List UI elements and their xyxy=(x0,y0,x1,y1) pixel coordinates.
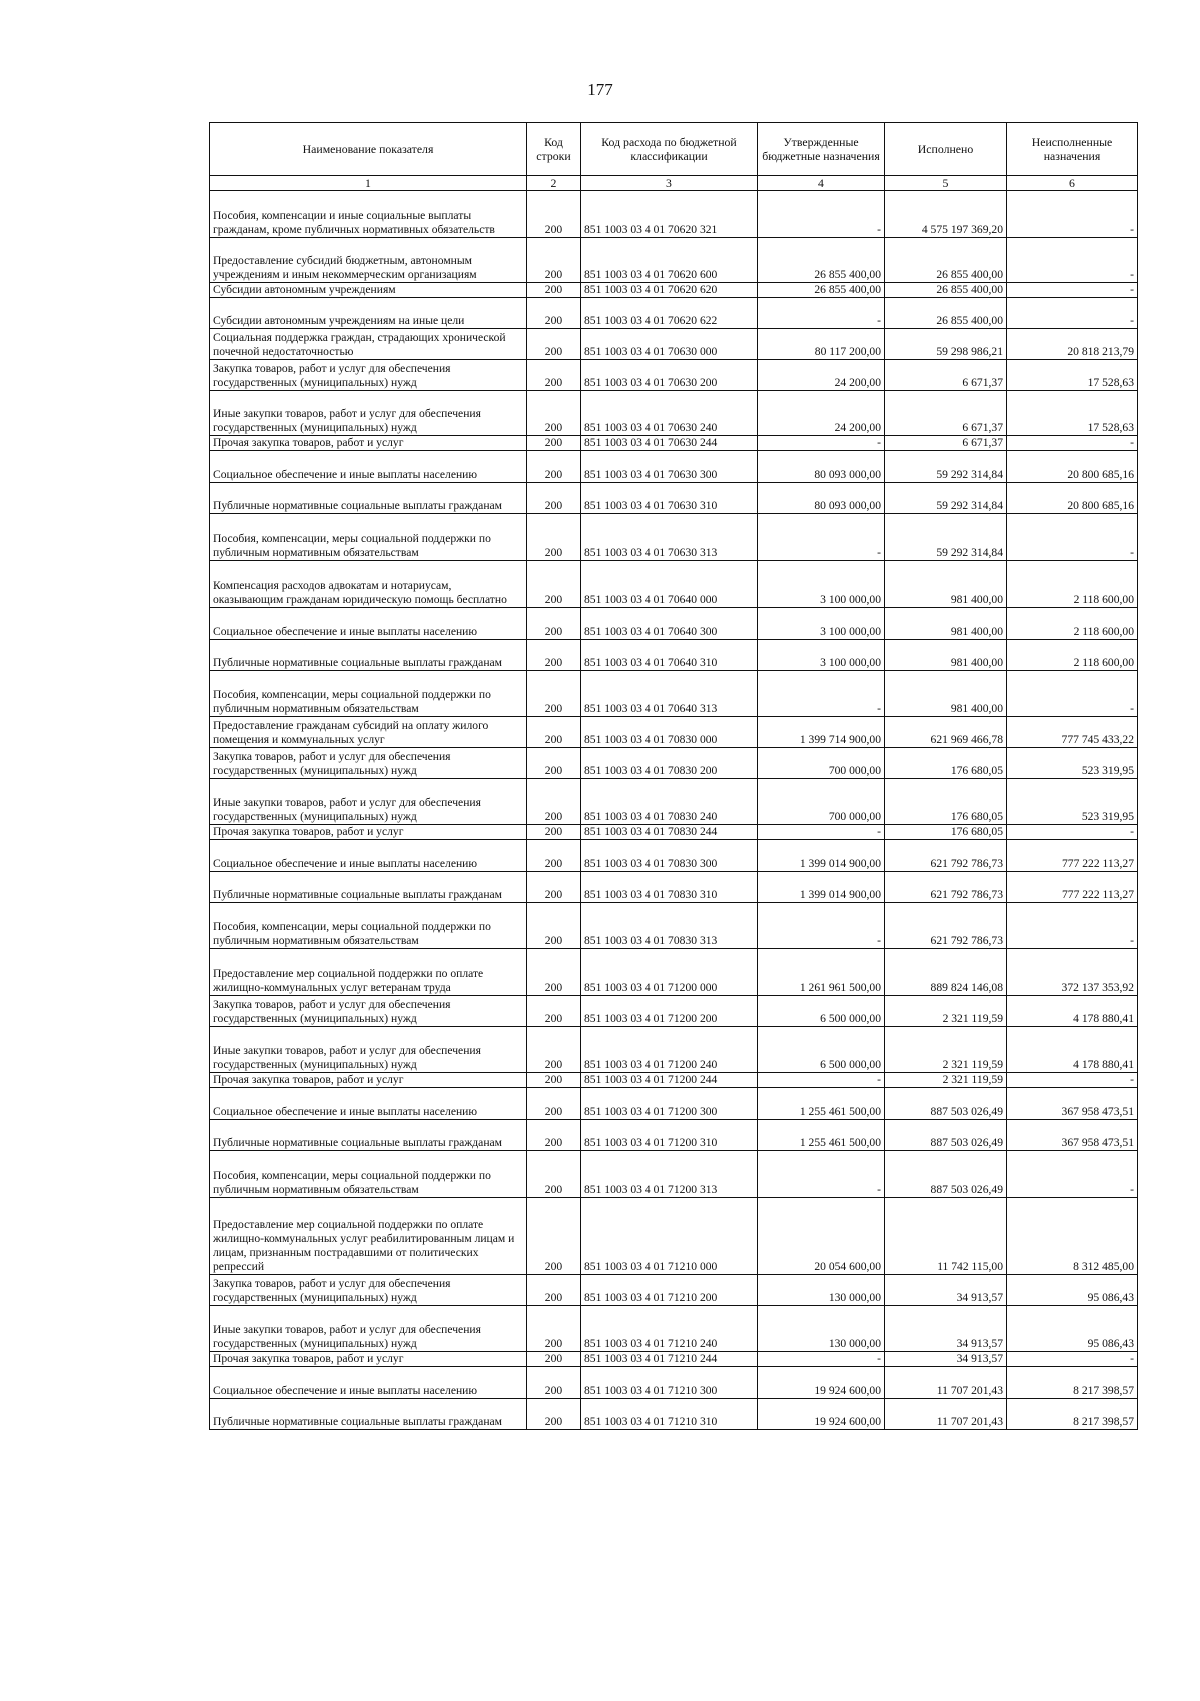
row-unexecuted: 8 217 398,57 xyxy=(1007,1399,1138,1430)
row-executed: 6 671,37 xyxy=(885,391,1007,436)
row-unexecuted: - xyxy=(1007,238,1138,283)
row-unexecuted: 17 528,63 xyxy=(1007,360,1138,391)
row-line-code: 200 xyxy=(527,436,581,451)
row-unexecuted: 777 222 113,27 xyxy=(1007,840,1138,872)
row-name: Прочая закупка товаров, работ и услуг xyxy=(210,436,527,451)
row-kbk: 851 1003 03 4 01 70640 313 xyxy=(581,671,758,717)
table-row xyxy=(210,779,1138,825)
row-executed: 621 792 786,73 xyxy=(885,872,1007,903)
row-name: Публичные нормативные социальные выплаты гражданам xyxy=(210,1120,527,1151)
row-kbk: 851 1003 03 4 01 71200 313 xyxy=(581,1151,758,1198)
row-name: Социальное обеспечение и иные выплаты населению xyxy=(210,451,527,483)
row-unexecuted: 777 745 433,22 xyxy=(1007,717,1138,748)
row-approved: - xyxy=(758,191,885,238)
row-executed: 26 855 400,00 xyxy=(885,238,1007,283)
row-kbk: 851 1003 03 4 01 71200 244 xyxy=(581,1073,758,1088)
table-row xyxy=(210,748,1138,779)
row-kbk: 851 1003 03 4 01 70830 240 xyxy=(581,779,758,825)
table-row xyxy=(210,360,1138,391)
row-approved: 700 000,00 xyxy=(758,748,885,779)
row-line-code: 200 xyxy=(527,360,581,391)
row-unexecuted: - xyxy=(1007,825,1138,840)
row-line-code: 200 xyxy=(527,1367,581,1399)
row-unexecuted: 95 086,43 xyxy=(1007,1306,1138,1352)
row-line-code: 200 xyxy=(527,283,581,298)
row-kbk: 851 1003 03 4 01 70830 313 xyxy=(581,903,758,949)
row-approved: 3 100 000,00 xyxy=(758,640,885,671)
row-line-code: 200 xyxy=(527,872,581,903)
row-executed: 34 913,57 xyxy=(885,1275,1007,1306)
row-approved: - xyxy=(758,514,885,561)
row-name: Закупка товаров, работ и услуг для обеспечения государственных (муниципальных) нужд xyxy=(210,748,527,779)
col-num-2: 2 xyxy=(527,176,581,191)
header-row xyxy=(210,123,1138,176)
row-kbk: 851 1003 03 4 01 71210 310 xyxy=(581,1399,758,1430)
row-approved: 3 100 000,00 xyxy=(758,608,885,640)
row-kbk: 851 1003 03 4 01 70620 321 xyxy=(581,191,758,238)
row-name: Иные закупки товаров, работ и услуг для обеспечения государственных (муниципальных) нужд xyxy=(210,1306,527,1352)
row-kbk: 851 1003 03 4 01 70830 310 xyxy=(581,872,758,903)
table-row xyxy=(210,191,1138,238)
row-executed: 59 292 314,84 xyxy=(885,483,1007,514)
row-approved: - xyxy=(758,1352,885,1367)
row-unexecuted: 367 958 473,51 xyxy=(1007,1120,1138,1151)
table-row xyxy=(210,561,1138,608)
col-header-executed: Исполнено xyxy=(885,123,1007,176)
table-row xyxy=(210,1198,1138,1275)
row-kbk: 851 1003 03 4 01 70630 000 xyxy=(581,329,758,360)
row-unexecuted: 4 178 880,41 xyxy=(1007,996,1138,1027)
row-approved: 1 255 461 500,00 xyxy=(758,1088,885,1120)
col-header-unexecuted: Неисполненные назначения xyxy=(1007,123,1138,176)
row-line-code: 200 xyxy=(527,608,581,640)
row-kbk: 851 1003 03 4 01 71210 200 xyxy=(581,1275,758,1306)
row-line-code: 200 xyxy=(527,561,581,608)
row-name: Прочая закупка товаров, работ и услуг xyxy=(210,1073,527,1088)
row-executed: 176 680,05 xyxy=(885,748,1007,779)
row-unexecuted: - xyxy=(1007,1151,1138,1198)
row-kbk: 851 1003 03 4 01 71200 300 xyxy=(581,1088,758,1120)
row-kbk: 851 1003 03 4 01 70630 200 xyxy=(581,360,758,391)
row-approved: - xyxy=(758,1151,885,1198)
table-row xyxy=(210,391,1138,436)
row-name: Социальное обеспечение и иные выплаты населению xyxy=(210,1367,527,1399)
row-name: Иные закупки товаров, работ и услуг для обеспечения государственных (муниципальных) нужд xyxy=(210,391,527,436)
row-kbk: 851 1003 03 4 01 71200 310 xyxy=(581,1120,758,1151)
table-row xyxy=(210,717,1138,748)
row-line-code: 200 xyxy=(527,949,581,996)
row-kbk: 851 1003 03 4 01 70630 300 xyxy=(581,451,758,483)
row-name: Компенсация расходов адвокатам и нотариусам, оказывающим гражданам юридическую помощь бесплатно xyxy=(210,561,527,608)
row-line-code: 200 xyxy=(527,1399,581,1430)
row-approved: 26 855 400,00 xyxy=(758,238,885,283)
col-header-kbk: Код расхода по бюджетной классификации xyxy=(581,123,758,176)
row-line-code: 200 xyxy=(527,748,581,779)
row-name: Публичные нормативные социальные выплаты гражданам xyxy=(210,1399,527,1430)
budget-table xyxy=(209,122,1138,1430)
row-kbk: 851 1003 03 4 01 70830 000 xyxy=(581,717,758,748)
row-executed: 26 855 400,00 xyxy=(885,283,1007,298)
row-approved: - xyxy=(758,1073,885,1088)
row-kbk: 851 1003 03 4 01 71200 240 xyxy=(581,1027,758,1073)
row-unexecuted: 4 178 880,41 xyxy=(1007,1027,1138,1073)
table-row xyxy=(210,1306,1138,1352)
row-line-code: 200 xyxy=(527,717,581,748)
table-row xyxy=(210,1027,1138,1073)
table-row xyxy=(210,1367,1138,1399)
row-unexecuted: 523 319,95 xyxy=(1007,779,1138,825)
row-executed: 981 400,00 xyxy=(885,671,1007,717)
table-row xyxy=(210,671,1138,717)
table-body xyxy=(210,191,1138,1430)
row-approved: 80 093 000,00 xyxy=(758,483,885,514)
row-kbk: 851 1003 03 4 01 71200 200 xyxy=(581,996,758,1027)
row-kbk: 851 1003 03 4 01 70620 600 xyxy=(581,238,758,283)
row-unexecuted: - xyxy=(1007,1352,1138,1367)
row-kbk: 851 1003 03 4 01 71200 000 xyxy=(581,949,758,996)
row-approved: 130 000,00 xyxy=(758,1306,885,1352)
col-num-1: 1 xyxy=(210,176,527,191)
row-name: Публичные нормативные социальные выплаты гражданам xyxy=(210,483,527,514)
table-row xyxy=(210,840,1138,872)
row-kbk: 851 1003 03 4 01 70630 244 xyxy=(581,436,758,451)
table-row xyxy=(210,514,1138,561)
row-executed: 621 792 786,73 xyxy=(885,840,1007,872)
row-approved: - xyxy=(758,825,885,840)
row-unexecuted: 523 319,95 xyxy=(1007,748,1138,779)
row-name: Пособия, компенсации, меры социальной поддержки по публичным нормативным обязательствам xyxy=(210,903,527,949)
col-num-6: 6 xyxy=(1007,176,1138,191)
row-executed: 887 503 026,49 xyxy=(885,1088,1007,1120)
row-executed: 981 400,00 xyxy=(885,608,1007,640)
row-name: Прочая закупка товаров, работ и услуг xyxy=(210,825,527,840)
table-row xyxy=(210,483,1138,514)
row-name: Пособия, компенсации, меры социальной поддержки по публичным нормативным обязательствам xyxy=(210,1151,527,1198)
row-executed: 4 575 197 369,20 xyxy=(885,191,1007,238)
row-name: Закупка товаров, работ и услуг для обеспечения государственных (муниципальных) нужд xyxy=(210,996,527,1027)
row-name: Субсидии автономным учреждениям на иные цели xyxy=(210,298,527,329)
row-line-code: 200 xyxy=(527,779,581,825)
row-line-code: 200 xyxy=(527,1088,581,1120)
row-kbk: 851 1003 03 4 01 70830 300 xyxy=(581,840,758,872)
row-kbk: 851 1003 03 4 01 70630 313 xyxy=(581,514,758,561)
row-name: Предоставление мер социальной поддержки по оплате жилищно-коммунальных услуг ветеранам труда xyxy=(210,949,527,996)
column-number-row xyxy=(210,176,1138,191)
row-line-code: 200 xyxy=(527,640,581,671)
page-number: 177 xyxy=(587,80,613,99)
row-name: Иные закупки товаров, работ и услуг для обеспечения государственных (муниципальных) нужд xyxy=(210,1027,527,1073)
row-executed: 621 792 786,73 xyxy=(885,903,1007,949)
row-unexecuted: 367 958 473,51 xyxy=(1007,1088,1138,1120)
table-row xyxy=(210,451,1138,483)
row-unexecuted: 2 118 600,00 xyxy=(1007,561,1138,608)
row-approved: - xyxy=(758,671,885,717)
row-line-code: 200 xyxy=(527,825,581,840)
table-row xyxy=(210,949,1138,996)
row-executed: 981 400,00 xyxy=(885,561,1007,608)
row-line-code: 200 xyxy=(527,903,581,949)
row-name: Социальная поддержка граждан, страдающих хронической почечной недостаточностью xyxy=(210,329,527,360)
row-kbk: 851 1003 03 4 01 71210 000 xyxy=(581,1198,758,1275)
row-approved: 19 924 600,00 xyxy=(758,1399,885,1430)
row-kbk: 851 1003 03 4 01 70830 244 xyxy=(581,825,758,840)
row-line-code: 200 xyxy=(527,329,581,360)
row-approved: 1 255 461 500,00 xyxy=(758,1120,885,1151)
row-name: Социальное обеспечение и иные выплаты населению xyxy=(210,1088,527,1120)
row-unexecuted: - xyxy=(1007,1073,1138,1088)
col-num-5: 5 xyxy=(885,176,1007,191)
row-kbk: 851 1003 03 4 01 71210 244 xyxy=(581,1352,758,1367)
row-executed: 11 707 201,43 xyxy=(885,1399,1007,1430)
row-approved: 1 399 014 900,00 xyxy=(758,872,885,903)
row-kbk: 851 1003 03 4 01 70640 000 xyxy=(581,561,758,608)
table-row xyxy=(210,640,1138,671)
row-unexecuted: - xyxy=(1007,671,1138,717)
row-approved: - xyxy=(758,436,885,451)
row-executed: 34 913,57 xyxy=(885,1306,1007,1352)
row-kbk: 851 1003 03 4 01 70620 622 xyxy=(581,298,758,329)
row-approved: 19 924 600,00 xyxy=(758,1367,885,1399)
table-row xyxy=(210,1352,1138,1367)
row-kbk: 851 1003 03 4 01 70640 310 xyxy=(581,640,758,671)
row-executed: 59 298 986,21 xyxy=(885,329,1007,360)
row-line-code: 200 xyxy=(527,1352,581,1367)
row-executed: 6 671,37 xyxy=(885,436,1007,451)
row-line-code: 200 xyxy=(527,1120,581,1151)
col-header-line-code: Код строки xyxy=(527,123,581,176)
row-approved: 130 000,00 xyxy=(758,1275,885,1306)
row-unexecuted: - xyxy=(1007,191,1138,238)
row-name: Предоставление субсидий бюджетным, автономным учреждениям и иным некоммерческим организациям xyxy=(210,238,527,283)
table-row xyxy=(210,872,1138,903)
table-row xyxy=(210,238,1138,283)
col-num-4: 4 xyxy=(758,176,885,191)
row-executed: 887 503 026,49 xyxy=(885,1151,1007,1198)
row-line-code: 200 xyxy=(527,1027,581,1073)
row-name: Пособия, компенсации, меры социальной поддержки по публичным нормативным обязательствам xyxy=(210,514,527,561)
row-unexecuted: 20 800 685,16 xyxy=(1007,451,1138,483)
table-row xyxy=(210,996,1138,1027)
row-approved: 80 117 200,00 xyxy=(758,329,885,360)
table-row xyxy=(210,825,1138,840)
row-unexecuted: 20 818 213,79 xyxy=(1007,329,1138,360)
row-approved: 6 500 000,00 xyxy=(758,996,885,1027)
row-executed: 981 400,00 xyxy=(885,640,1007,671)
row-kbk: 851 1003 03 4 01 70630 240 xyxy=(581,391,758,436)
row-approved: 20 054 600,00 xyxy=(758,1198,885,1275)
col-num-3: 3 xyxy=(581,176,758,191)
table-row xyxy=(210,1151,1138,1198)
row-approved: 700 000,00 xyxy=(758,779,885,825)
row-line-code: 200 xyxy=(527,671,581,717)
row-approved: 24 200,00 xyxy=(758,391,885,436)
row-approved: 80 093 000,00 xyxy=(758,451,885,483)
row-line-code: 200 xyxy=(527,1151,581,1198)
row-line-code: 200 xyxy=(527,483,581,514)
row-name: Социальное обеспечение и иные выплаты населению xyxy=(210,608,527,640)
row-name: Закупка товаров, работ и услуг для обеспечения государственных (муниципальных) нужд xyxy=(210,360,527,391)
row-unexecuted: 8 312 485,00 xyxy=(1007,1198,1138,1275)
row-name: Пособия, компенсации, меры социальной поддержки по публичным нормативным обязательствам xyxy=(210,671,527,717)
row-name: Предоставление мер социальной поддержки по оплате жилищно-коммунальных услуг реабилитированным лицам и лицам, признанным пострадавшими от политических репрессий xyxy=(210,1198,527,1275)
row-kbk: 851 1003 03 4 01 70630 310 xyxy=(581,483,758,514)
table-row xyxy=(210,283,1138,298)
row-executed: 887 503 026,49 xyxy=(885,1120,1007,1151)
row-executed: 11 742 115,00 xyxy=(885,1198,1007,1275)
row-kbk: 851 1003 03 4 01 71210 240 xyxy=(581,1306,758,1352)
row-unexecuted: 777 222 113,27 xyxy=(1007,872,1138,903)
table-row xyxy=(210,329,1138,360)
row-executed: 59 292 314,84 xyxy=(885,514,1007,561)
table-row xyxy=(210,1399,1138,1430)
table-row xyxy=(210,1275,1138,1306)
table-row xyxy=(210,298,1138,329)
row-name: Иные закупки товаров, работ и услуг для обеспечения государственных (муниципальных) нужд xyxy=(210,779,527,825)
row-unexecuted: 95 086,43 xyxy=(1007,1275,1138,1306)
row-kbk: 851 1003 03 4 01 70640 300 xyxy=(581,608,758,640)
row-unexecuted: - xyxy=(1007,514,1138,561)
row-executed: 889 824 146,08 xyxy=(885,949,1007,996)
row-executed: 176 680,05 xyxy=(885,779,1007,825)
row-line-code: 200 xyxy=(527,298,581,329)
row-approved: 1 399 014 900,00 xyxy=(758,840,885,872)
row-approved: 24 200,00 xyxy=(758,360,885,391)
row-unexecuted: 2 118 600,00 xyxy=(1007,640,1138,671)
row-approved: 1 399 714 900,00 xyxy=(758,717,885,748)
row-line-code: 200 xyxy=(527,1275,581,1306)
row-executed: 59 292 314,84 xyxy=(885,451,1007,483)
row-approved: 1 261 961 500,00 xyxy=(758,949,885,996)
row-approved: - xyxy=(758,903,885,949)
row-kbk: 851 1003 03 4 01 70620 620 xyxy=(581,283,758,298)
row-name: Закупка товаров, работ и услуг для обеспечения государственных (муниципальных) нужд xyxy=(210,1275,527,1306)
row-unexecuted: 17 528,63 xyxy=(1007,391,1138,436)
row-executed: 26 855 400,00 xyxy=(885,298,1007,329)
row-kbk: 851 1003 03 4 01 71210 300 xyxy=(581,1367,758,1399)
row-name: Прочая закупка товаров, работ и услуг xyxy=(210,1352,527,1367)
row-unexecuted: 2 118 600,00 xyxy=(1007,608,1138,640)
row-line-code: 200 xyxy=(527,840,581,872)
row-executed: 2 321 119,59 xyxy=(885,996,1007,1027)
row-name: Предоставление гражданам субсидий на оплату жилого помещения и коммунальных услуг xyxy=(210,717,527,748)
row-executed: 176 680,05 xyxy=(885,825,1007,840)
table-row xyxy=(210,436,1138,451)
row-kbk: 851 1003 03 4 01 70830 200 xyxy=(581,748,758,779)
table-row xyxy=(210,1088,1138,1120)
row-line-code: 200 xyxy=(527,1073,581,1088)
table-row xyxy=(210,1073,1138,1088)
row-executed: 6 671,37 xyxy=(885,360,1007,391)
row-approved: 3 100 000,00 xyxy=(758,561,885,608)
row-line-code: 200 xyxy=(527,1306,581,1352)
row-name: Социальное обеспечение и иные выплаты населению xyxy=(210,840,527,872)
row-approved: 26 855 400,00 xyxy=(758,283,885,298)
col-header-name: Наименование показателя xyxy=(210,123,527,176)
row-unexecuted: - xyxy=(1007,283,1138,298)
row-executed: 34 913,57 xyxy=(885,1352,1007,1367)
row-approved: - xyxy=(758,298,885,329)
row-unexecuted: - xyxy=(1007,298,1138,329)
row-line-code: 200 xyxy=(527,391,581,436)
row-unexecuted: 20 800 685,16 xyxy=(1007,483,1138,514)
row-approved: 6 500 000,00 xyxy=(758,1027,885,1073)
row-executed: 2 321 119,59 xyxy=(885,1027,1007,1073)
col-header-approved: Утвержденные бюджетные назначения xyxy=(758,123,885,176)
row-executed: 621 969 466,78 xyxy=(885,717,1007,748)
row-unexecuted: 8 217 398,57 xyxy=(1007,1367,1138,1399)
row-line-code: 200 xyxy=(527,514,581,561)
row-unexecuted: - xyxy=(1007,436,1138,451)
row-unexecuted: - xyxy=(1007,903,1138,949)
table-row xyxy=(210,903,1138,949)
row-line-code: 200 xyxy=(527,451,581,483)
table-row xyxy=(210,608,1138,640)
row-name: Публичные нормативные социальные выплаты гражданам xyxy=(210,872,527,903)
row-name: Публичные нормативные социальные выплаты гражданам xyxy=(210,640,527,671)
row-executed: 2 321 119,59 xyxy=(885,1073,1007,1088)
table-row xyxy=(210,1120,1138,1151)
row-name: Пособия, компенсации и иные социальные выплаты гражданам, кроме публичных нормативных обязательств xyxy=(210,191,527,238)
row-line-code: 200 xyxy=(527,996,581,1027)
row-executed: 11 707 201,43 xyxy=(885,1367,1007,1399)
row-line-code: 200 xyxy=(527,191,581,238)
row-unexecuted: 372 137 353,92 xyxy=(1007,949,1138,996)
row-name: Субсидии автономным учреждениям xyxy=(210,283,527,298)
row-line-code: 200 xyxy=(527,1198,581,1275)
row-line-code: 200 xyxy=(527,238,581,283)
